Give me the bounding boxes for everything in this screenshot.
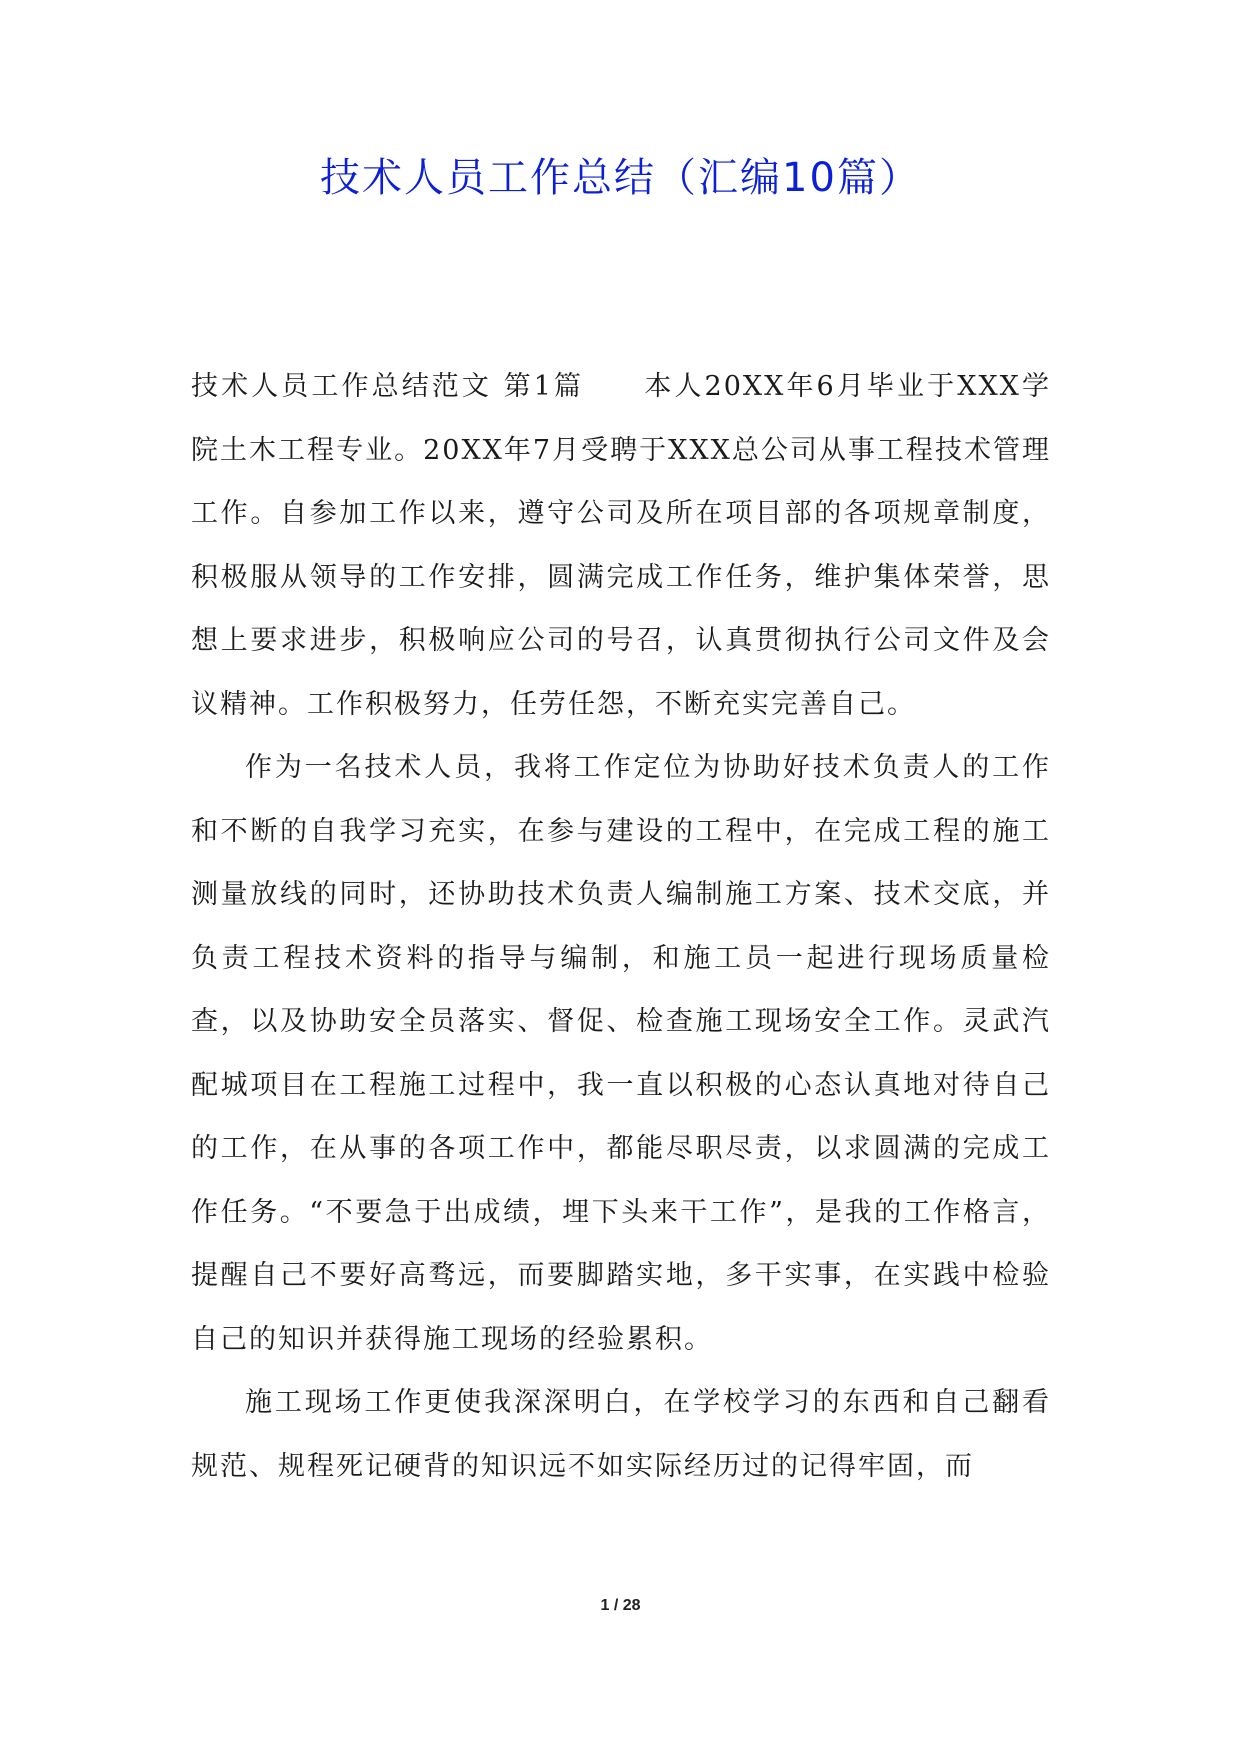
document-title: 技术人员工作总结（汇编10篇） bbox=[320, 155, 921, 201]
paragraph-2: 作为一名技术人员，我将工作定位为协助好技术负责人的工作和不断的自我学习充实，在参与建设的工程中，在完成工程的施工测量放线的同时，还协助技术负责人编制施工方案、技术交底，并负责工程技术资料的指导与编制，和施工员一起进行现场质量检查，以及协助安全员落实、督促、检查施工现场安全工作。灵武汽配城项目在工程施工过程中，我一直以积极的心态认真地对待自己的工作，在从事的各项工作中，都能尽职尽责，以求圆满的完成工作任务。“不要急于出成绩，埋下头来干工作”，是我的工作格言，提醒自己不要好高骛远，而要脚踏实地，多干实事，在实践中检验自己的知识并获得施工现场的经验累积。 bbox=[191, 752, 1051, 1355]
document-body bbox=[191, 355, 1051, 1498]
page-number: 1 / 28 bbox=[600, 1597, 641, 1614]
paragraph-1: 技术人员工作总结范文 第1篇 本人20XX年6月毕业于XXX学院土木工程专业。20XX年7月受聘于XXX总公司从事工程技术管理工作。自参加工作以来，遵守公司及所在项目部的各项规章制度，积极服从领导的工作安排，圆满完成工作任务，维护集体荣誉，思想上要求进步，积极响应公司的号召，认真贯彻执行公司文件及会议精神。工作积极努力，任劳任怨，不断充实完善自己。 bbox=[191, 371, 1051, 720]
paragraph-3: 施工现场工作更使我深深明白，在学校学习的东西和自己翻看规范、规程死记硬背的知识远不如实际经历过的记得牢固，而 bbox=[191, 1387, 1051, 1482]
